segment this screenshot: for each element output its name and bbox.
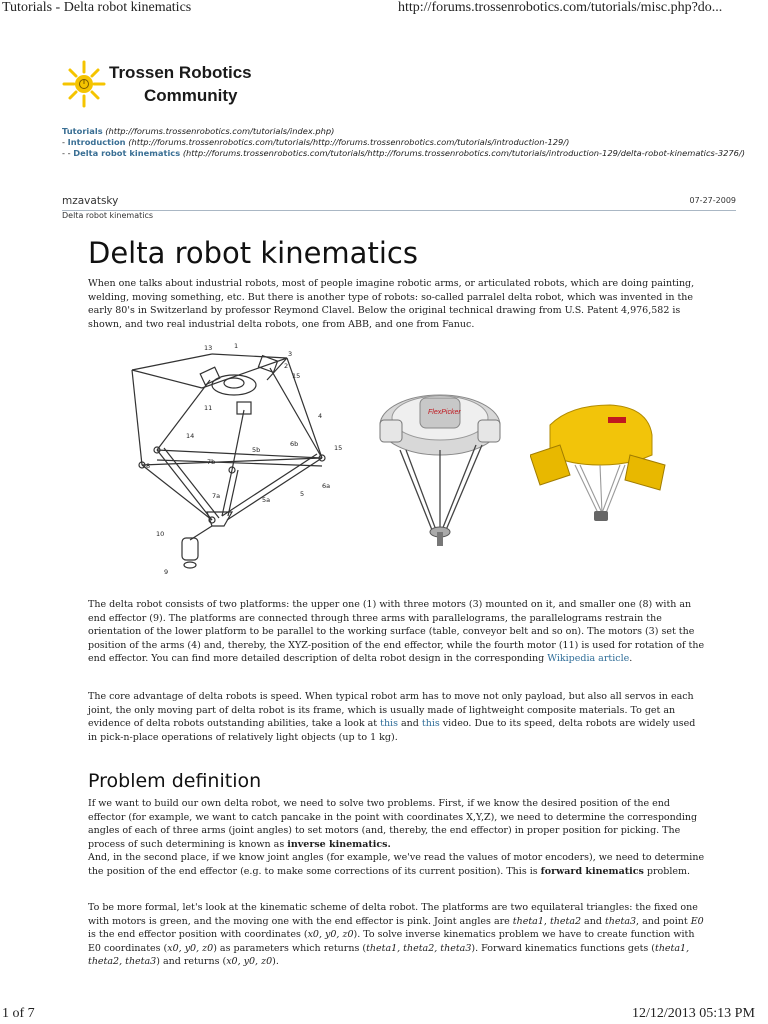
logo-text-line2: Community	[144, 86, 238, 105]
breadcrumb-url: (http://forums.trossenrobotics.com/tutorials/http://forums.trossenrobotics.com/tutorials/introduction-129/delta-robot-kinematics-3276/)	[182, 148, 745, 158]
problem-paragraph	[88, 797, 706, 879]
figure-label: 9	[164, 568, 169, 576]
site-logo[interactable]	[62, 60, 292, 112]
figure-label: 5a	[262, 496, 271, 504]
figure-label: 10	[156, 530, 165, 538]
theta1-term: theta1	[512, 915, 544, 927]
document-title: Tutorials - Delta robot kinematics	[2, 0, 192, 15]
patent-drawing-figure	[112, 340, 362, 580]
abb-flexpicker-photo	[370, 380, 510, 555]
breadcrumb-url: (http://forums.trossenrobotics.com/tutorials/index.php)	[105, 126, 335, 136]
breadcrumb-link-introduction[interactable]: Introduction	[67, 137, 126, 147]
breadcrumb-item	[62, 137, 752, 148]
theta2-term: theta2	[549, 915, 582, 927]
figure-label: 15	[334, 444, 343, 452]
theta3-term: theta3	[604, 915, 637, 927]
intro-paragraph: When one talks about industrial robots, most of people imagine robotic arms, or articulated robots, which are doing painting, welding, moving something, etc. But there is another type of robots: so-called parralel delta robot, which was invented in the early 80's in Switzerland by professor Reymond Clavel. Below the original technical drawing from U.S. Patent 4,976,582 is shown, and two real industrial delta robots, one from ABB, and one from Fanuc.	[88, 278, 695, 330]
paragraph-text: If we want to build our own delta robot, we need to solve two problems. First, if we know the desired position of the end effector (for example, we want to catch pancake in the point with coordinates X,Y,Z), we need to determine the corresponding angles of each of three arms (joint angles) to set motors (and, thereby, the end effector) in proper position for picking. The process of such determining is known as	[88, 798, 698, 850]
article-heading: Delta robot kinematics	[88, 236, 418, 270]
post-author[interactable]: mzavatsky	[62, 195, 119, 207]
paragraph-text: ). To solve inverse kinematics problem we have to create function with E0 coordinates (	[88, 929, 695, 954]
inverse-kinematics-term: inverse kinematics.	[287, 838, 391, 850]
paragraph-text: To be more formal, let's look at the kinematic scheme of delta robot. The platforms are two equilateral triangles: the fixed one with motors is green, and the moving one with the end effector is pink. Joint angles are	[88, 902, 698, 927]
e0-term: E0	[690, 915, 704, 927]
section-heading: Problem definition	[88, 770, 262, 792]
paragraph-text: ). Forward kinematics functions gets (	[471, 942, 655, 954]
figure-label: 5b	[252, 446, 261, 454]
post-title: Delta robot kinematics	[62, 211, 154, 220]
coords-term: x0, y0, z0	[167, 942, 214, 954]
figure-label: 3	[288, 350, 293, 358]
video-link-2[interactable]: this	[421, 718, 440, 730]
breadcrumb-url: (http://forums.trossenrobotics.com/tutorials/http://forums.trossenrobotics.com/tutorials/introduction-129/)	[128, 137, 570, 147]
figure-label: 7a	[212, 492, 221, 500]
video-link-1[interactable]: this	[380, 718, 398, 730]
figure-label: 2	[284, 362, 289, 370]
paragraph-text: The core advantage of delta robots is speed. When typical robot arm has to move not only payload, but also all servos in each joint, the only moving part of delta robot is its frame, which is usually made of lightweight composite materials. To get an evidence of delta robots outstanding abilities, take a look at	[88, 691, 694, 730]
page-url: http://forums.trossenrobotics.com/tutorials/misc.php?do...	[398, 0, 723, 15]
figure-label: 7b	[207, 458, 216, 466]
post-date: 07-27-2009	[689, 196, 736, 205]
breadcrumb-item	[62, 126, 752, 137]
thetas-term: theta1, theta2, theta3	[88, 942, 690, 968]
post-header	[62, 196, 736, 211]
description-paragraph	[88, 598, 706, 666]
thetas-term: theta1, theta2, theta3	[366, 942, 472, 954]
paragraph-text: And, in the second place, if we know joint angles (for example, we've read the values of motor encoders), we need to determine the position of the end effector (e.g. to make some corrections of its current position). This is	[88, 852, 705, 877]
advantage-paragraph	[88, 690, 706, 744]
figure-label: 6a	[322, 482, 331, 490]
figure-label: 13	[204, 344, 213, 352]
page-number: 1 of 7	[2, 1006, 35, 1021]
forward-kinematics-term: forward kinematics	[540, 865, 644, 877]
paragraph-text: , and point	[636, 915, 691, 927]
coords-term: x0, y0, z0	[307, 929, 354, 941]
paragraph-text: ).	[272, 956, 279, 968]
paragraph-text: ) and returns (	[156, 956, 227, 968]
print-datetime: 12/12/2013 05:13 PM	[632, 1006, 755, 1021]
breadcrumb-item	[62, 148, 752, 159]
coords-term: x0, y0, z0	[226, 956, 273, 968]
breadcrumb-prefix: - -	[62, 148, 74, 158]
figure-label: 11	[204, 404, 213, 412]
paragraph-text: and	[397, 718, 422, 730]
paragraph-text: ,	[543, 915, 550, 927]
figure-label: 6b	[290, 440, 299, 448]
paragraph-text: ) as parameters which returns (	[213, 942, 367, 954]
figure-label: 15	[292, 372, 301, 380]
figure-label: 1	[234, 342, 239, 350]
paragraph-text: is the end effector position with coordinates (	[88, 929, 308, 941]
wikipedia-article-link[interactable]: Wikipedia article	[547, 653, 630, 665]
sun-logo-icon	[62, 60, 106, 108]
figure-label: 8	[146, 462, 151, 470]
fanuc-robot-photo	[530, 395, 670, 535]
paragraph-text: .	[629, 653, 633, 665]
figure-label: 5	[300, 490, 305, 498]
abb-badge-label: FlexPicker	[428, 409, 461, 416]
breadcrumb-link-tutorials[interactable]: Tutorials	[62, 126, 103, 136]
breadcrumb	[62, 126, 752, 159]
paragraph-text: The delta robot consists of two platforms: the upper one (1) with three motors (3) mounted on it, and smaller one (8) with an end effector (9). The platforms are connected through three arms with parallelograms, the parallelograms restrain the orientation of the lower platform to be parallel to the working surface (table, conveyor belt and so on). The motors (3) set the position of the arms (4) and, thereby, the XYZ-position of the end effector, while the fourth motor (11) is used for rotation of the end effector. You can find more detailed description of delta robot design in the corresponding	[88, 599, 705, 665]
paragraph-text: problem.	[643, 865, 691, 877]
figure-label: 14	[186, 432, 195, 440]
paragraph-text: and	[581, 915, 605, 927]
breadcrumb-link-delta-robot-kinematics[interactable]: Delta robot kinematics	[73, 148, 181, 158]
logo-text-line1: Trossen Robotics	[109, 63, 252, 82]
breadcrumb-prefix: -	[62, 137, 68, 147]
formal-paragraph	[88, 901, 706, 969]
figure-label: 4	[318, 412, 323, 420]
paragraph-text: video. Due to its speed, delta robots are widely used in pick-n-place operations of relatively light objects (up to 1 kg).	[88, 718, 696, 743]
